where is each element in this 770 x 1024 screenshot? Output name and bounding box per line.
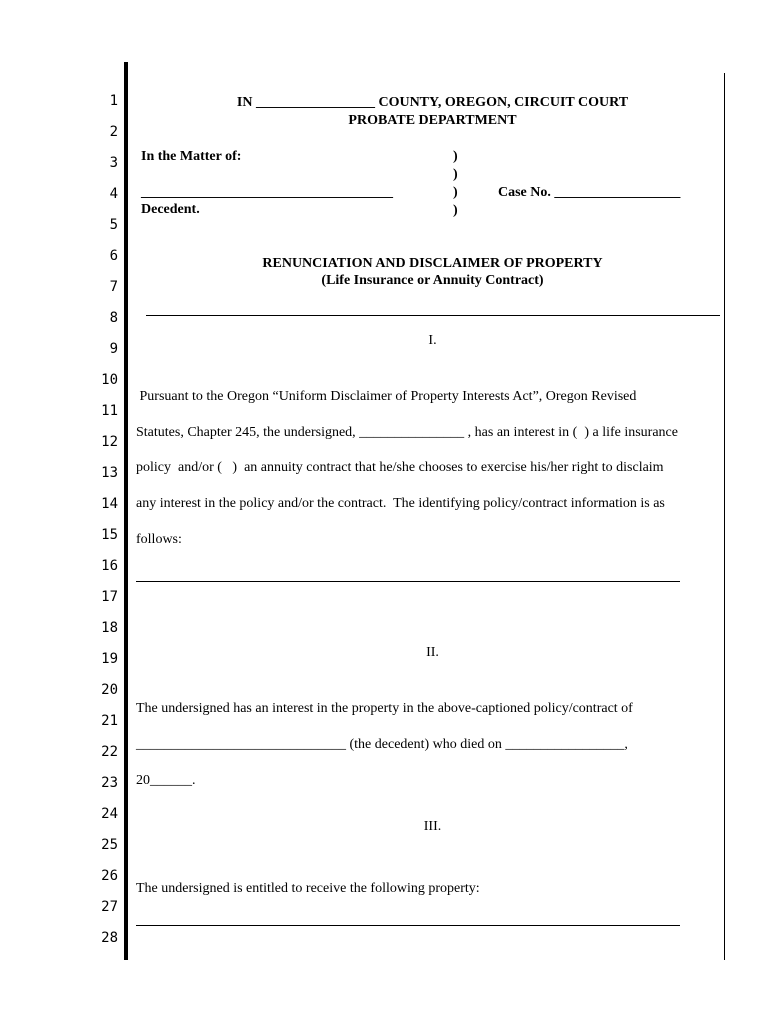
court-header: IN _________________ COUNTY, OREGON, CIRCUIT COURT — [236, 95, 629, 110]
section-ii-line: The undersigned has an interest in the property in the above-captioned policy/contract of — [136, 701, 633, 716]
line-number: 12 — [101, 434, 118, 450]
case-number: Case No. __________________ — [498, 185, 681, 200]
line-number: 15 — [101, 527, 118, 543]
line-number: 14 — [101, 496, 118, 512]
line-number: 26 — [101, 868, 118, 884]
line-number: 11 — [101, 403, 118, 419]
line-number: 24 — [101, 806, 118, 822]
line-number: 21 — [101, 713, 118, 729]
line-number: 20 — [101, 682, 118, 698]
section-ii-line: 20______. — [136, 773, 196, 788]
matter-label: In the Matter of: — [141, 149, 242, 164]
section-i-line: policy and/or ( ) an annuity contract that he/she chooses to exercise his/her right to disclaim — [136, 460, 664, 475]
section-heading-ii: II. — [426, 645, 439, 660]
decedent-name-blank: ____________________________________ — [141, 185, 393, 200]
section-i-line: any interest in the policy and/or the contract. The identifying policy/contract information is as — [136, 496, 665, 511]
department-header: PROBATE DEPARTMENT — [348, 113, 517, 128]
line-number: 17 — [101, 589, 118, 605]
line-number: 18 — [101, 620, 118, 636]
line-number: 13 — [101, 465, 118, 481]
section-i-line: Statutes, Chapter 245, the undersigned, _______________ , has an interest in ( ) a life insurance — [136, 425, 678, 440]
line-number: 10 — [101, 372, 118, 388]
line-number: 16 — [101, 558, 118, 574]
caption-paren: ) — [453, 149, 458, 164]
line-number: 27 — [101, 899, 118, 915]
line-number: 8 — [109, 310, 118, 326]
section-heading-i: I. — [428, 333, 437, 348]
property-blank-line — [136, 925, 680, 926]
caption-paren: ) — [453, 167, 458, 182]
title-divider — [146, 315, 720, 316]
section-i-line: follows: — [136, 532, 182, 547]
line-number: 9 — [109, 341, 118, 357]
line-number: 4 — [109, 186, 118, 202]
section-i-line: Pursuant to the Oregon “Uniform Disclaimer of Property Interests Act”, Oregon Revised — [136, 389, 637, 404]
section-ii-line: ______________________________ (the decedent) who died on _________________, — [136, 737, 628, 752]
line-number: 6 — [109, 248, 118, 264]
section-iii-line: The undersigned is entitled to receive the following property: — [136, 881, 480, 896]
line-number: 2 — [109, 124, 118, 140]
line-number: 1 — [109, 93, 118, 109]
caption-paren: ) — [453, 185, 458, 200]
line-number: 28 — [101, 930, 118, 946]
document-title: RENUNCIATION AND DISCLAIMER OF PROPERTY — [262, 256, 603, 271]
line-number: 7 — [109, 279, 118, 295]
section-heading-iii: III. — [423, 819, 442, 834]
line-number: 3 — [109, 155, 118, 171]
line-number: 23 — [101, 775, 118, 791]
line-number: 5 — [109, 217, 118, 233]
line-number: 22 — [101, 744, 118, 760]
policy-info-blank-line — [136, 581, 680, 582]
document-subtitle: (Life Insurance or Annuity Contract) — [321, 273, 544, 288]
caption-paren: ) — [453, 203, 458, 218]
left-margin-rule — [124, 62, 128, 960]
line-number: 19 — [101, 651, 118, 667]
line-number: 25 — [101, 837, 118, 853]
decedent-label: Decedent. — [141, 202, 200, 217]
